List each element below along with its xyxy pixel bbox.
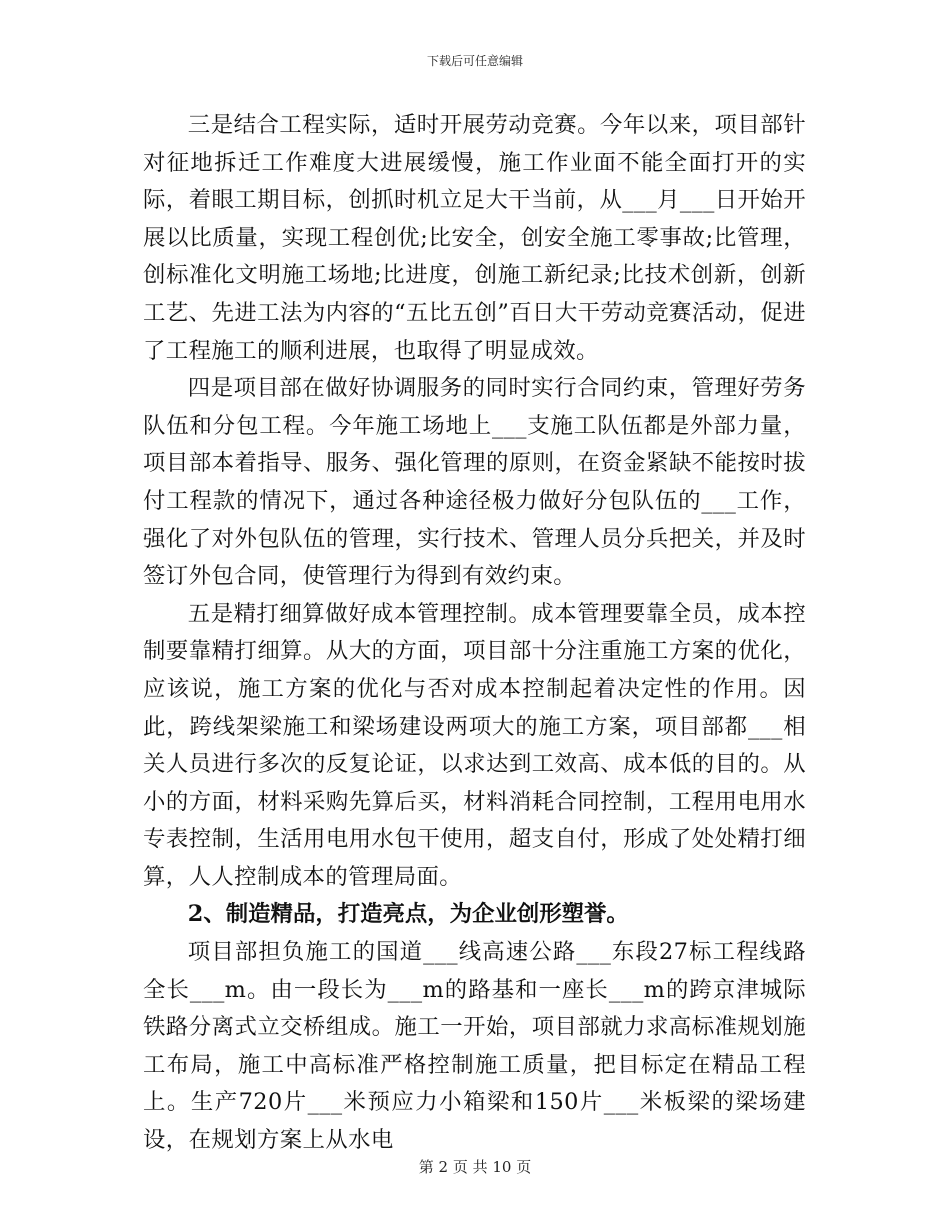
page-header: 下载后可任意编辑: [426, 54, 523, 68]
paragraph-labor-competition: 三是结合工程实际，适时开展劳动竞赛。今年以来，项目部针对征地拆迁工作难度大进展缓慢，施工作业面不能全面打开的实际，着眼工期目标，创抓时机立足大干当前，从___月___日开始开展以比质量，实现工程创优;比安全，创安全施工零事故;比管理，创标准化文明施工场地;比进度，创施工新纪录;比技术创新，创新工艺、先进工法为内容的“五比五创”百日大干劳动竞赛活动，促进了工程施工的顺利进展，也取得了明显成效。: [143, 112, 806, 364]
paragraph-cost-control: 五是精打细算做好成本管理控制。成本管理要靠全员，成本控制要靠精打细算。从大的方面，项目部十分注重施工方案的优化，应该说，施工方案的优化与否对成本控制起着决定性的作用。因此，跨线架梁施工和梁场建设两项大的施工方案，项目部都___相关人员进行多次的反复论证，以求达到工效高、成本低的目的。从小的方面，材料采购先算后买，材料消耗合同控制，工程用电用水专表控制，生活用电用水包干使用，超支自付，形成了处处精打细算，人人控制成本的管理局面。: [143, 600, 806, 890]
page-number: 第 2 页 共 10 页: [418, 1158, 532, 1176]
document-body: [143, 107, 806, 1160]
paragraph-contract-management: 四是项目部在做好协调服务的同时实行合同约束，管理好劳务队伍和分包工程。今年施工场地上___支施工队伍都是外部力量，项目部本着指导、服务、强化管理的原则，在资金紧缺不能按时拔付工程款的情况下，通过各种途径极力做好分包队伍的___工作，强化了对外包队伍的管理，实行技术、管理人员分兵把关，并及时签订外包合同，使管理行为得到有效约束。: [143, 375, 806, 590]
paragraph-project-overview: 项目部担负施工的国道___线高速公路___东段27标工程线路全长___m。由一段长为___m的路基和一座长___m的跨京津城际铁路分离式立交桥组成。施工一开始，项目部就力求高标准规划施工布局，施工中高标准严格控制施工质量，把目标定在精品工程上。生产720片___米预应力小箱梁和150片___米板梁的梁场建设，在规划方案上从水电: [143, 939, 806, 1154]
section-heading: 2、制造精品，打造亮点，为企业创形塑誉。: [187, 901, 629, 928]
